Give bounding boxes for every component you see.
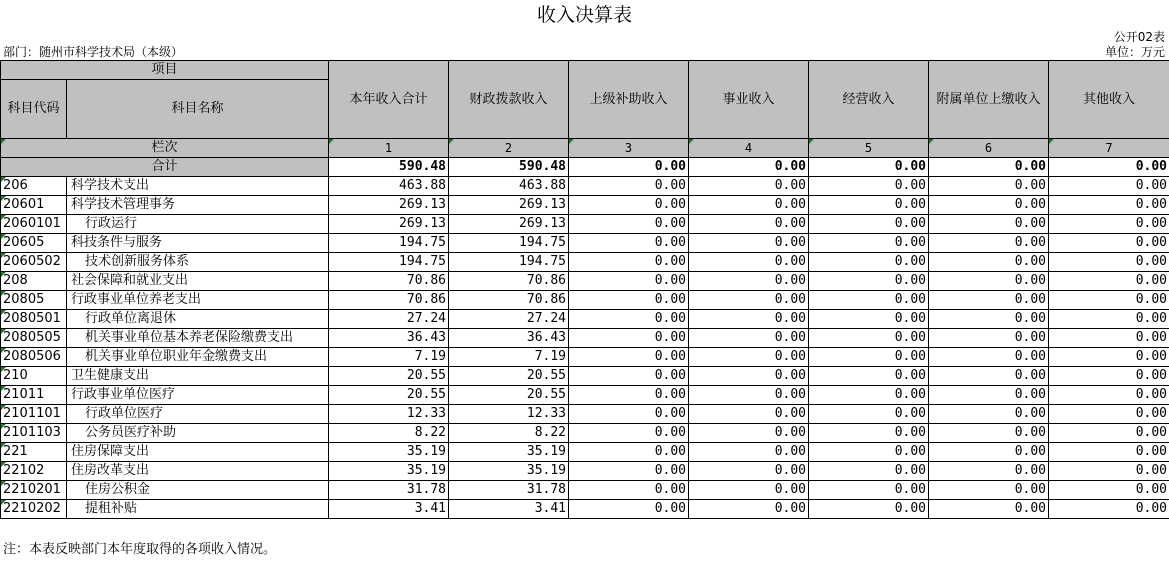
amount-cell: 0.00 <box>1049 196 1169 215</box>
subject-code: 20605 <box>1 234 67 253</box>
amount-cell: 27.24 <box>329 310 449 329</box>
subject-name: 住房改革支出 <box>67 462 329 481</box>
amount-cell: 0.00 <box>809 386 929 405</box>
amount-cell: 194.75 <box>449 253 569 272</box>
amount-cell: 0.00 <box>689 196 809 215</box>
amount-cell: 0.00 <box>1049 291 1169 310</box>
amount-cell: 0.00 <box>809 481 929 500</box>
amount-cell: 0.00 <box>689 367 809 386</box>
amount-cell: 0.00 <box>689 443 809 462</box>
amount-cell: 0.00 <box>689 234 809 253</box>
subject-name: 科学技术支出 <box>67 177 329 196</box>
amount-cell: 194.75 <box>329 253 449 272</box>
amount-cell: 0.00 <box>569 481 689 500</box>
amount-cell: 0.00 <box>1049 272 1169 291</box>
amount-cell: 269.13 <box>329 215 449 234</box>
subject-name: 行政运行 <box>67 215 329 234</box>
subject-name: 住房公积金 <box>67 481 329 500</box>
amount-cell: 0.00 <box>1049 500 1169 519</box>
amount-cell: 0.00 <box>689 386 809 405</box>
header-col-4: 事业收入 <box>689 61 809 139</box>
amount-cell: 0.00 <box>569 310 689 329</box>
header-col-3: 上级补助收入 <box>569 61 689 139</box>
table-row <box>1 215 1169 234</box>
header-col-7: 其他收入 <box>1049 61 1169 139</box>
table-row <box>1 424 1169 443</box>
amount-cell: 0.00 <box>569 386 689 405</box>
amount-cell: 0.00 <box>809 500 929 519</box>
amount-cell: 35.19 <box>449 462 569 481</box>
amount-cell: 269.13 <box>449 196 569 215</box>
amount-cell: 0.00 <box>929 386 1049 405</box>
header-col-2: 财政拨款收入 <box>449 61 569 139</box>
amount-cell: 0.00 <box>689 424 809 443</box>
total-row <box>1 158 1169 177</box>
amount-cell: 70.86 <box>329 272 449 291</box>
amount-cell: 0.00 <box>1049 481 1169 500</box>
subject-code: 22102 <box>1 462 67 481</box>
amount-cell: 0.00 <box>929 348 1049 367</box>
amount-cell: 0.00 <box>569 443 689 462</box>
total-value: 0.00 <box>809 158 929 177</box>
subject-code: 21011 <box>1 386 67 405</box>
amount-cell: 0.00 <box>569 215 689 234</box>
header-col-6: 附属单位上缴收入 <box>929 61 1049 139</box>
table-row <box>1 310 1169 329</box>
amount-cell: 0.00 <box>689 329 809 348</box>
amount-cell: 463.88 <box>329 177 449 196</box>
subject-code: 20601 <box>1 196 67 215</box>
amount-cell: 20.55 <box>329 367 449 386</box>
subject-name: 行政单位离退休 <box>67 310 329 329</box>
amount-cell: 0.00 <box>1049 215 1169 234</box>
subject-code: 2210202 <box>1 500 67 519</box>
header-code: 科目代码 <box>1 80 67 139</box>
amount-cell: 0.00 <box>1049 310 1169 329</box>
amount-cell: 0.00 <box>569 253 689 272</box>
subject-code: 2101101 <box>1 405 67 424</box>
amount-cell: 0.00 <box>929 481 1049 500</box>
subject-name: 住房保障支出 <box>67 443 329 462</box>
table-row <box>1 500 1169 519</box>
amount-cell: 0.00 <box>569 196 689 215</box>
amount-cell: 8.22 <box>329 424 449 443</box>
header-col-5: 经营收入 <box>809 61 929 139</box>
amount-cell: 0.00 <box>929 234 1049 253</box>
table-row <box>1 386 1169 405</box>
subject-code: 2060101 <box>1 215 67 234</box>
amount-cell: 0.00 <box>1049 367 1169 386</box>
amount-cell: 0.00 <box>569 405 689 424</box>
amount-cell: 35.19 <box>449 443 569 462</box>
amount-cell: 0.00 <box>929 329 1049 348</box>
amount-cell: 0.00 <box>809 405 929 424</box>
amount-cell: 0.00 <box>1049 348 1169 367</box>
amount-cell: 0.00 <box>809 291 929 310</box>
subject-name: 行政事业单位养老支出 <box>67 291 329 310</box>
amount-cell: 0.00 <box>689 215 809 234</box>
amount-cell: 0.00 <box>809 196 929 215</box>
table-row <box>1 329 1169 348</box>
amount-cell: 70.86 <box>449 291 569 310</box>
amount-cell: 0.00 <box>569 177 689 196</box>
amount-cell: 463.88 <box>449 177 569 196</box>
amount-cell: 12.33 <box>449 405 569 424</box>
column-number: 7 <box>1049 139 1169 158</box>
total-label: 合计 <box>1 158 329 177</box>
subject-name: 技术创新服务体系 <box>67 253 329 272</box>
amount-cell: 20.55 <box>329 386 449 405</box>
amount-cell: 70.86 <box>329 291 449 310</box>
amount-cell: 35.19 <box>329 462 449 481</box>
table-row <box>1 253 1169 272</box>
amount-cell: 0.00 <box>1049 253 1169 272</box>
amount-cell: 0.00 <box>569 424 689 443</box>
amount-cell: 36.43 <box>449 329 569 348</box>
amount-cell: 194.75 <box>449 234 569 253</box>
amount-cell: 0.00 <box>689 291 809 310</box>
table-row <box>1 196 1169 215</box>
column-number: 1 <box>329 139 449 158</box>
amount-cell: 0.00 <box>929 367 1049 386</box>
subject-code: 2210201 <box>1 481 67 500</box>
subject-code: 20805 <box>1 291 67 310</box>
amount-cell: 0.00 <box>569 329 689 348</box>
table-row <box>1 272 1169 291</box>
amount-cell: 0.00 <box>569 291 689 310</box>
amount-cell: 0.00 <box>809 177 929 196</box>
income-table <box>0 60 1169 519</box>
amount-cell: 8.22 <box>449 424 569 443</box>
amount-cell: 35.19 <box>329 443 449 462</box>
amount-cell: 0.00 <box>809 462 929 481</box>
amount-cell: 20.55 <box>449 386 569 405</box>
amount-cell: 0.00 <box>1049 405 1169 424</box>
header-name: 科目名称 <box>67 80 329 139</box>
subject-name: 公务员医疗补助 <box>67 424 329 443</box>
amount-cell: 0.00 <box>1049 386 1169 405</box>
amount-cell: 0.00 <box>929 272 1049 291</box>
subject-name: 提租补贴 <box>67 500 329 519</box>
row-number-label: 栏次 <box>1 139 329 158</box>
amount-cell: 0.00 <box>569 462 689 481</box>
amount-cell: 31.78 <box>449 481 569 500</box>
table-row <box>1 367 1169 386</box>
amount-cell: 0.00 <box>809 424 929 443</box>
column-number: 3 <box>569 139 689 158</box>
subject-code: 2060502 <box>1 253 67 272</box>
amount-cell: 0.00 <box>809 215 929 234</box>
amount-cell: 0.00 <box>1049 234 1169 253</box>
column-number: 2 <box>449 139 569 158</box>
header-col-1: 本年收入合计 <box>329 61 449 139</box>
amount-cell: 0.00 <box>569 234 689 253</box>
amount-cell: 31.78 <box>329 481 449 500</box>
report-title: 收入决算表 <box>536 4 632 26</box>
amount-cell: 0.00 <box>929 196 1049 215</box>
column-number: 6 <box>929 139 1049 158</box>
amount-cell: 0.00 <box>1049 443 1169 462</box>
amount-cell: 0.00 <box>689 405 809 424</box>
amount-cell: 0.00 <box>689 500 809 519</box>
amount-cell: 7.19 <box>329 348 449 367</box>
amount-cell: 0.00 <box>929 177 1049 196</box>
amount-cell: 0.00 <box>809 329 929 348</box>
amount-cell: 0.00 <box>689 177 809 196</box>
amount-cell: 0.00 <box>569 367 689 386</box>
form-number: 公开02表 <box>1113 30 1165 44</box>
total-value: 0.00 <box>929 158 1049 177</box>
amount-cell: 0.00 <box>569 272 689 291</box>
amount-cell: 0.00 <box>929 462 1049 481</box>
table-row <box>1 443 1169 462</box>
subject-name: 科学技术管理事务 <box>67 196 329 215</box>
amount-cell: 0.00 <box>689 310 809 329</box>
amount-cell: 269.13 <box>449 215 569 234</box>
amount-cell: 70.86 <box>449 272 569 291</box>
total-value: 590.48 <box>329 158 449 177</box>
amount-cell: 36.43 <box>329 329 449 348</box>
subject-code: 2080506 <box>1 348 67 367</box>
amount-cell: 0.00 <box>689 462 809 481</box>
subject-name: 机关事业单位基本养老保险缴费支出 <box>67 329 329 348</box>
column-number: 5 <box>809 139 929 158</box>
amount-cell: 0.00 <box>689 481 809 500</box>
amount-cell: 0.00 <box>929 310 1049 329</box>
subject-code: 210 <box>1 367 67 386</box>
amount-cell: 269.13 <box>329 196 449 215</box>
amount-cell: 0.00 <box>809 234 929 253</box>
column-number: 4 <box>689 139 809 158</box>
table-row <box>1 177 1169 196</box>
table-note: 注：本表反映部门本年度取得的各项收入情况。 <box>3 542 277 557</box>
table-row <box>1 462 1169 481</box>
subject-name: 科技条件与服务 <box>67 234 329 253</box>
total-value: 590.48 <box>449 158 569 177</box>
amount-cell: 0.00 <box>1049 424 1169 443</box>
total-value: 0.00 <box>569 158 689 177</box>
table-row <box>1 405 1169 424</box>
amount-cell: 0.00 <box>569 500 689 519</box>
amount-cell: 0.00 <box>809 348 929 367</box>
amount-cell: 0.00 <box>809 310 929 329</box>
header-item: 项目 <box>1 61 329 80</box>
amount-cell: 0.00 <box>929 405 1049 424</box>
amount-cell: 0.00 <box>929 424 1049 443</box>
department-label: 部门：随州市科学技术局（本级） <box>3 45 184 59</box>
subject-name: 行政单位医疗 <box>67 405 329 424</box>
amount-cell: 0.00 <box>1049 462 1169 481</box>
amount-cell: 3.41 <box>329 500 449 519</box>
amount-cell: 0.00 <box>809 253 929 272</box>
subject-name: 机关事业单位职业年金缴费支出 <box>67 348 329 367</box>
table-row <box>1 234 1169 253</box>
table-row <box>1 291 1169 310</box>
subject-code: 2080505 <box>1 329 67 348</box>
total-value: 0.00 <box>689 158 809 177</box>
subject-name: 卫生健康支出 <box>67 367 329 386</box>
amount-cell: 0.00 <box>809 272 929 291</box>
subject-code: 2080501 <box>1 310 67 329</box>
subject-code: 2101103 <box>1 424 67 443</box>
table-row <box>1 348 1169 367</box>
amount-cell: 0.00 <box>1049 329 1169 348</box>
subject-code: 208 <box>1 272 67 291</box>
amount-cell: 0.00 <box>929 215 1049 234</box>
amount-cell: 194.75 <box>329 234 449 253</box>
amount-cell: 0.00 <box>929 500 1049 519</box>
table-row <box>1 481 1169 500</box>
amount-cell: 7.19 <box>449 348 569 367</box>
subject-code: 221 <box>1 443 67 462</box>
amount-cell: 0.00 <box>929 443 1049 462</box>
amount-cell: 27.24 <box>449 310 569 329</box>
total-value: 0.00 <box>1049 158 1169 177</box>
amount-cell: 20.55 <box>449 367 569 386</box>
amount-cell: 0.00 <box>809 443 929 462</box>
amount-cell: 0.00 <box>929 291 1049 310</box>
amount-cell: 0.00 <box>1049 177 1169 196</box>
amount-cell: 0.00 <box>809 367 929 386</box>
amount-cell: 0.00 <box>689 348 809 367</box>
subject-code: 206 <box>1 177 67 196</box>
subject-name: 行政事业单位医疗 <box>67 386 329 405</box>
amount-cell: 0.00 <box>689 272 809 291</box>
unit-label: 单位：万元 <box>1104 45 1165 59</box>
amount-cell: 3.41 <box>449 500 569 519</box>
amount-cell: 12.33 <box>329 405 449 424</box>
amount-cell: 0.00 <box>689 253 809 272</box>
amount-cell: 0.00 <box>929 253 1049 272</box>
subject-name: 社会保障和就业支出 <box>67 272 329 291</box>
amount-cell: 0.00 <box>569 348 689 367</box>
